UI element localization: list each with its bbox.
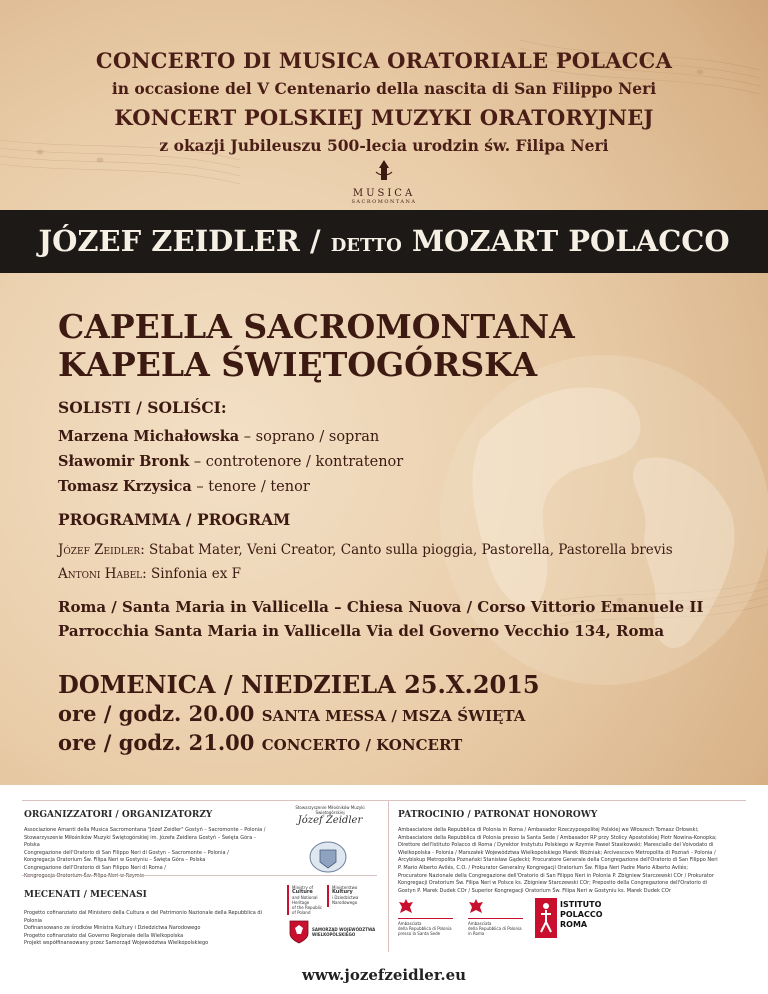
- venue-line-2: Parrocchia Santa Maria in Vallicella Via del Governo Vecchio 134, Roma: [58, 622, 665, 640]
- patrons-text: [24, 910, 274, 948]
- organizer-line: Congregazione dell'Oratorio di San Filippo Neri di Roma /: [24, 864, 166, 871]
- embassy-holy-see-logo-text: [398, 921, 452, 936]
- embassy-rome-logo-text: [468, 921, 522, 936]
- soloist-line: [58, 478, 310, 495]
- program-composer: Antoni Habel:: [58, 566, 147, 582]
- title-italian: CONCERTO DI MUSICA ORATORIALE POLACCA: [95, 48, 673, 73]
- soloists-heading: SOLISTI / SOLIŚCI:: [58, 398, 227, 417]
- ministry-line: Ministerstwo: [332, 885, 358, 890]
- institute-line: ISTITUTO: [560, 900, 602, 909]
- honorary-line: Procuratore Nazionale della Congregazione dell'Oratorio di San Filippo Neri in Polonia P. Zbigniew Starczewski COr / Prokurator: [398, 872, 714, 879]
- ministry-bar: [327, 885, 329, 907]
- program-line: [58, 566, 241, 582]
- time-event: SANTA MESSA / MSZA ŚWIĘTA: [261, 707, 526, 725]
- ministry-line: i Dziedzictwa: [332, 895, 359, 900]
- soloist-role: – soprano / sopran: [239, 429, 380, 445]
- honorary-line: Ambasciatore della Repubblica di Polonia presso la Santa Sede / Ambasador RP przy Stolicy Apostolskiej Piotr Nowina-Konopka;: [398, 834, 717, 841]
- embassy-line: in Roma: [468, 931, 485, 936]
- ministry-bar: [287, 885, 289, 915]
- subtitle-polish: z okazji Jubileuszu 500-lecia urodzin św. Filipa Neri: [159, 136, 609, 155]
- concert-date: DOMENICA / NIEDZIELA 25.X.2015: [58, 670, 540, 699]
- choir-name-italian: CAPELLA SACROMONTANA: [58, 307, 575, 346]
- soloist-name: Sławomir Bronk: [58, 453, 190, 470]
- ministry-line: Ministry of: [292, 885, 313, 890]
- program-works: Stabat Mater, Veni Creator, Canto sulla pioggia, Pastorella, Pastorella brevis: [144, 542, 673, 558]
- organizers-text: [24, 827, 269, 880]
- website-url[interactable]: www.jozefzeidler.eu: [301, 966, 467, 984]
- soloist-name: Tomasz Krzysica: [58, 478, 192, 495]
- embassy-rule: [398, 918, 453, 919]
- association-name: Stowarzyszenie Miłośników Muzyki Świętogórskiej: [295, 805, 365, 815]
- honorary-text: [398, 827, 748, 895]
- soloist-line: [58, 428, 379, 445]
- embassy-line: della Repubblica di Polonia: [468, 926, 522, 931]
- institute-line: ROMA: [560, 920, 588, 929]
- honorary-line: Ambasciatore della Repubblica di Polonia in Roma / Ambasador Rzeczypospolitej Polskiej we Włoszech Tomasz Orłowski;: [398, 827, 699, 833]
- program-works: Sinfonia ex F: [146, 566, 242, 582]
- time-event: CONCERTO / KONCERT: [261, 736, 463, 754]
- footer-vertical-divider: [388, 800, 389, 952]
- ministry-line: Heritage: [292, 900, 310, 905]
- polish-eagle-icon: [468, 898, 484, 916]
- patron-line: Progetto cofinanziato dal Ministero della Cultura e del Patrimonio Nazionale della Repubblica di Polonia: [24, 910, 262, 924]
- soloist-role: – tenore / tenor: [191, 479, 310, 495]
- honorary-line: Direttore dell'Istituto Polacco di Roma / Dyrektor Instytutu Polskiego w Rzymie Paweł Stasikowski; Maresciallo del Voivodato di: [398, 842, 714, 849]
- ministry-line: Culture: [292, 889, 313, 895]
- patron-line: Dofinansowano ze środków Ministra Kultury i Dziedzictwa Narodowego: [24, 925, 201, 932]
- oratory-crest-icon: [306, 840, 350, 874]
- istituto-polacco-figure-icon: [535, 898, 557, 938]
- embassy-line: della Repubblica di Polonia: [398, 926, 452, 931]
- venue-line-1: Roma / Santa Maria in Vallicella – Chiesa Nuova / Corso Vittorio Emanuele II: [58, 598, 704, 616]
- ministry-line: of Poland: [292, 910, 311, 915]
- regional-coat-of-arms-icon: [289, 920, 309, 944]
- ministry-text: [287, 885, 323, 915]
- organizer-line: [24, 873, 269, 881]
- honorary-line: Kongregacji Oratorium Św. Filipa Neri w Polsce ks. Zbigniew Starczewski COr; Preposito della Congregazione dell'Oratorio di: [398, 880, 708, 887]
- footer-section-divider: [22, 875, 377, 876]
- time-label: ore / godz. 20.00: [58, 701, 255, 726]
- organizer-line: Congregazione dell'Oratorio di San Filippo Neri di Gostyn – Sacromonte – Polonia /: [24, 849, 229, 856]
- ministry-polish-logo: [327, 885, 372, 907]
- organizers-heading: ORGANIZZATORI / ORGANIZATORZY: [24, 810, 213, 820]
- schedule-line: [58, 730, 462, 755]
- ministry-line: Narodowego: [332, 900, 358, 905]
- choir-name-polish: KAPELA ŚWIĘTOGÓRSKA: [58, 345, 538, 384]
- istituto-polacco-logo: [560, 900, 603, 930]
- honorary-line: Wielkopolska - Polonia / Marszałek Województwa Wielkopolskiego Marek Woźniak; Arcivescovo Metropolita di Poznań - Polonia /: [398, 849, 716, 856]
- organizer-line: Stowarzyszenie Miłośników Muzyki Świętogórskiej im. Józefa Zeidlera Gostyń – Święta Góra - Polska: [24, 834, 256, 849]
- program-composer: Józef Zeidler:: [58, 542, 145, 558]
- title-polish: KONCERT POLSKIEJ MUZYKI ORATORYJNEJ: [114, 105, 654, 130]
- patrons-heading: MECENATI / MECENASI: [24, 890, 147, 900]
- patron-line: Projekt współfinansowany przez Samorząd Województwa Wielkopolskiego: [24, 940, 209, 947]
- footer-divider: [22, 800, 746, 801]
- ministry-polish-text: [327, 885, 372, 905]
- embassy-line: Ambasciata: [398, 921, 422, 926]
- soloist-line: [58, 453, 403, 470]
- schedule-line: [58, 701, 525, 726]
- composer-name: JÓZEF ZEIDLER /: [38, 224, 321, 258]
- organizer-line: Kongregacja Oratorium Św. Filipa Neri w Gostyniu – Święta Góra – Polska: [24, 857, 206, 864]
- soloist-role: – controtenore / kontratenor: [189, 454, 404, 470]
- ministry-line: of the Republic: [292, 905, 323, 910]
- region-line: WIELKOPOLSKIEGO: [312, 932, 356, 937]
- embassy-line: Ambasciata: [468, 921, 492, 926]
- embassy-rule: [468, 918, 523, 919]
- composer-detto: DETTO: [330, 235, 402, 256]
- soloist-name: Marzena Michałowska: [58, 428, 240, 445]
- ministry-line: Kultury: [332, 889, 353, 895]
- ministry-logo: [287, 885, 323, 915]
- program-line: [58, 542, 673, 558]
- institute-line: POLACCO: [560, 910, 603, 919]
- time-label: ore / godz. 21.00: [58, 730, 255, 755]
- polish-eagle-icon: [398, 898, 414, 916]
- composer-banner-text: [0, 224, 768, 258]
- region-logo-text: [312, 927, 375, 937]
- honorary-heading: PATROCINIO / PATRONAT HONOROWY: [398, 810, 598, 820]
- ministry-line: and National: [292, 895, 318, 900]
- program-heading: PROGRAMMA / PROGRAM: [58, 510, 291, 529]
- patron-line: Progetto cofinanziato dal Governo Regionale della Wielkopolska: [24, 932, 184, 939]
- musica-sacromontana-icon: [334, 158, 434, 184]
- organizer-line: Associazione Amanti della Musica Sacromontana "Józef Zeidler" Gostyń – Sacromonte – Polonia /: [24, 827, 266, 833]
- honorary-line: Gostyn P. Marek Dudek COr / Superior Kongregacji Oratorium Św. Filipa Neri w Gostyniu ks. Marek Dudek COr: [398, 887, 671, 894]
- zeidler-association-logo: [285, 805, 375, 826]
- region-line: SAMORZĄD WOJEWÓDZTWA: [312, 927, 376, 932]
- honorary-line: Arcybiskup Metropolita Poznański Stanisław Gądecki; Procuratore Generale della Congregazione dell'Oratorio di San Filippo Neri: [398, 857, 718, 864]
- subtitle-italian: in occasione del V Centenario della nascita di San Filippo Neri: [111, 79, 657, 98]
- logo-sub: SACROMONTANA: [351, 199, 417, 205]
- musica-sacromontana-logo: [334, 158, 434, 206]
- logo-name: MUSICA: [352, 188, 416, 199]
- embassy-line: presso la Santa Sede: [398, 931, 441, 936]
- zeidler-signature: Józef Zeidler: [297, 815, 363, 826]
- honorary-line: P. Mario Alberto Avilés, C.O. / Prokurator Generalny Kongregacji Oratorium Św. Filipa Neri Padre Mario Alberto Avilés;: [398, 864, 689, 871]
- composer-alias: MOZART POLACCO: [411, 224, 730, 258]
